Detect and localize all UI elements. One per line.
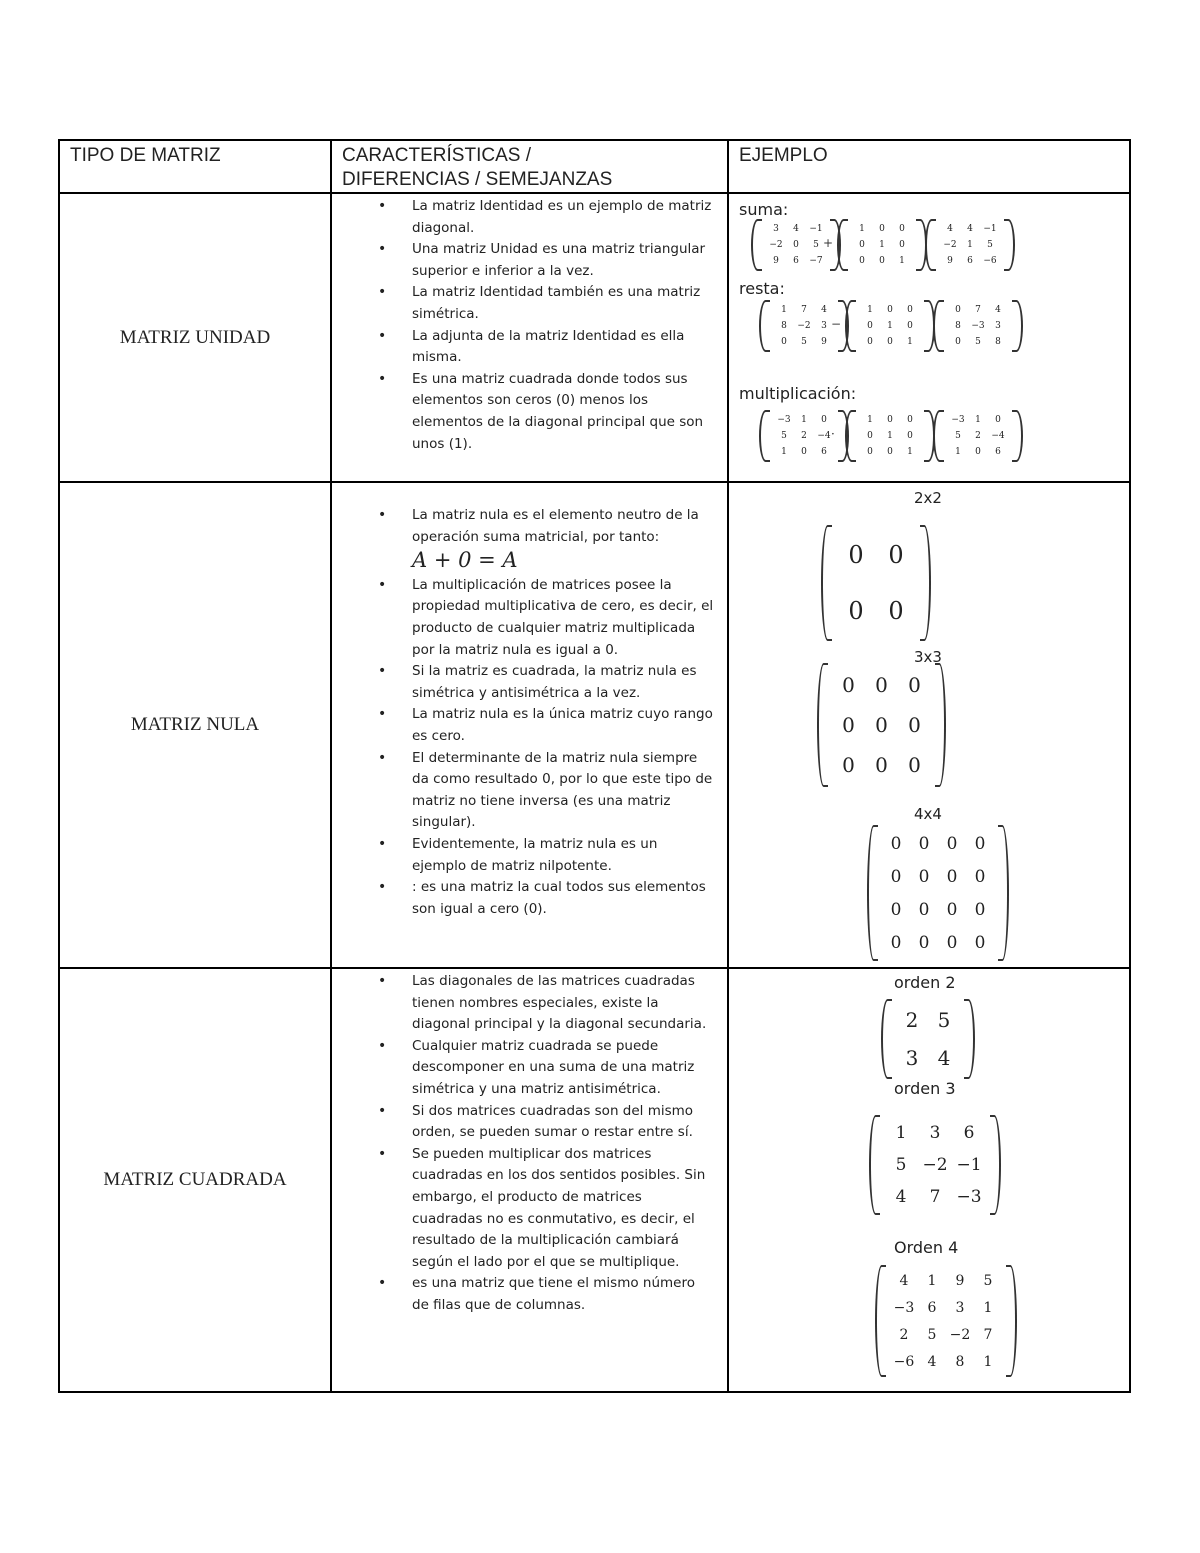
features-list-unidad [332,194,727,455]
matrix-entry: −1 [809,224,823,234]
matrix-entry: 1 [801,415,807,425]
matrix-entry: 1 [781,305,787,315]
matrix-entry: 0 [918,866,930,887]
matrix-entry: −3 [951,415,965,425]
square-matrix-4 [875,1265,1017,1377]
right-paren [998,825,1009,961]
matrix-entry: 0 [908,673,921,697]
matrix-entry: −1 [956,1155,982,1175]
right-paren [935,663,946,787]
type-cell-nula [59,482,331,968]
matrix-grid [762,219,830,271]
features-cell-cuadrada [331,968,728,1392]
matrix-entry: 0 [875,753,888,777]
matrix-entry: 1 [907,447,913,457]
matrix-grid [936,219,1004,271]
matrix-entry: 5 [975,337,981,347]
matrix-entry: 9 [821,337,827,347]
matrix-entry: 0 [918,932,930,953]
matrix-entry: −6 [983,256,997,266]
matrix-entry: 0 [974,833,986,854]
feature-item: • Es una matriz cuadrada donde todos sus elementos son ceros (0) menos los elementos de la diagonal principal que son unos (1). [332,369,727,455]
matrix-entry: 0 [918,833,930,854]
matrix-entry: 0 [842,713,855,737]
matrix-entry: 0 [867,337,873,347]
matrix-entry: −4 [817,431,831,441]
header-cell-type [59,140,331,193]
matrix-entry: 3 [929,1123,941,1143]
null-matrix-3x3 [817,663,946,787]
matrix-entry: 8 [955,1353,965,1370]
matrix-entry: 0 [899,224,905,234]
example-cell-cuadrada [728,968,1130,1392]
matrix-entry: 3 [905,1046,919,1070]
matrix-entry: 7 [929,1187,941,1207]
matrix-entry: −3 [777,415,791,425]
matrix-entry: −2 [949,1326,971,1343]
matrix-entry: 0 [842,673,855,697]
matrix-entry: 5 [983,1272,993,1289]
matrix-entry: 1 [879,240,885,250]
left-paren [875,1265,886,1377]
matrix-entry: 2 [899,1326,909,1343]
matrix-entry: 0 [821,415,827,425]
matrix-grid [856,300,924,352]
feature-item: • Si la matriz es cuadrada, la matriz nula es simétrica y antisimétrica a la vez. [332,661,727,704]
matrix-entry: 0 [842,753,855,777]
matrix-entry: 0 [781,337,787,347]
left-paren [933,300,944,352]
feature-item: • Se pueden multiplicar dos matrices cuadradas en los dos sentidos posibles. Sin embargo, el producto de matrices cuadradas no es conmutativo, es decir, el resultado de la multiplicación cambiará según el lado por el que se multiplique. [332,1144,727,1274]
matrix-entry: 0 [887,305,893,315]
type-name-unidad: MATRIZ UNIDAD [119,326,271,348]
matrix-entry: 9 [773,256,779,266]
features-list-nula [332,483,727,920]
operator-sign: + [823,236,834,250]
matrix-entry: 1 [867,415,873,425]
matrix-entry: 0 [974,866,986,887]
matrix-entry: 9 [955,1272,965,1289]
matrix-entry: 1 [781,447,787,457]
neutral-formula: A + 0 = A [412,548,518,573]
header-features [332,141,727,192]
matrix-entry: 7 [975,305,981,315]
matrix-entry: 1 [859,224,865,234]
left-paren [759,300,770,352]
left-paren [837,219,848,271]
null-matrix-4x4 [867,825,1009,961]
feature-item: • La multiplicación de matrices posee la propiedad multiplicativa de cero, es decir, el producto de cualquier matriz multiplicada por la matriz nula es igual a 0. [332,575,727,661]
matrix-entry: 0 [890,932,902,953]
example-matrix [925,219,1015,271]
header-features-line1: CARACTERÍSTICAS / [342,145,531,166]
matrix-types-table [58,139,1131,1393]
matrix-entry: 5 [955,431,961,441]
matrix-entry: −7 [809,256,823,266]
matrix-entry: 6 [793,256,799,266]
resta-equation [759,300,999,358]
matrix-entry: 4 [793,224,799,234]
matrix-entry: −3 [956,1187,982,1207]
left-paren [845,300,856,352]
feature-item: • Cualquier matriz cuadrada se puede descomponer en una suma de una matriz simétrica y una matriz antisimétrica. [332,1036,727,1101]
feature-item: • La adjunta de la matriz Identidad es ella misma. [332,326,727,369]
header-type: TIPO DE MATRIZ [70,145,221,166]
matrix-entry: 5 [813,240,819,250]
matrix-entry: 1 [867,305,873,315]
feature-item: • : es una matriz la cual todos sus elementos son igual a cero (0). [332,877,727,920]
matrix-entry: 3 [773,224,779,234]
matrix-entry: 4 [895,1187,907,1207]
left-paren [751,219,762,271]
matrix-grid [886,1265,1006,1377]
feature-item: • La matriz nula es la única matriz cuyo rango es cero. [332,704,727,747]
matrix-entry: 4 [821,305,827,315]
matrix-entry: 1 [927,1272,937,1289]
matrix-entry: 6 [963,1123,975,1143]
matrix-entry: 0 [801,447,807,457]
matrix-entry: 0 [859,256,865,266]
matrix-entry: 0 [908,713,921,737]
matrix-entry: 1 [983,1299,993,1316]
matrix-entry: 1 [975,415,981,425]
example-matrix [837,219,927,271]
matrix-entry: 0 [946,866,958,887]
header-example: EJEMPLO [739,145,828,166]
header-cell-example [728,140,1130,193]
example-cell-unidad [728,193,1130,482]
suma-equation [751,219,997,271]
matrix-entry: 0 [887,447,893,457]
suma-label: suma: [739,200,789,219]
feature-item: • Si dos matrices cuadradas son del mismo orden, se pueden sumar o restar entre sí. [332,1101,727,1144]
feature-text: La matriz nula es el elemento neutro de la operación suma matricial, por tanto: [412,507,699,545]
right-paren [920,525,931,641]
right-paren [1012,410,1023,462]
left-paren [869,1115,880,1215]
matrix-entry: 0 [890,866,902,887]
feature-item: • La matriz Identidad es un ejemplo de matriz diagonal. [332,196,727,239]
example-matrix [933,300,1023,352]
left-paren [759,410,770,462]
matrix-entry: 0 [887,415,893,425]
matrix-entry: 3 [995,321,1001,331]
example-matrix [845,300,935,352]
matrix-entry: 6 [821,447,827,457]
matrix-entry: −6 [893,1353,915,1370]
matrix-entry: −1 [983,224,997,234]
matrix-entry: 1 [895,1123,907,1143]
matrix-entry: 0 [955,337,961,347]
matrix-grid [770,410,838,462]
matrix-grid [892,999,964,1079]
matrix-entry: 4 [947,224,953,234]
matrix-entry: 5 [927,1326,937,1343]
matrix-entry: 6 [967,256,973,266]
right-paren [990,1115,1001,1215]
matrix-entry: 0 [908,753,921,777]
matrix-entry: 5 [895,1155,907,1175]
matrix-entry: 0 [907,415,913,425]
matrix-grid [944,410,1012,462]
label-4x4: 4x4 [914,805,942,823]
matrix-entry: 0 [887,337,893,347]
matrix-entry: 1 [899,256,905,266]
matrix-entry: 5 [987,240,993,250]
matrix-entry: 1 [887,431,893,441]
matrix-entry: −2 [797,321,811,331]
right-paren [1012,300,1023,352]
matrix-entry: 5 [801,337,807,347]
matrix-grid [856,410,924,462]
example-matrix [759,410,849,462]
matrix-entry: 4 [967,224,973,234]
matrix-entry: 3 [955,1299,965,1316]
type-name-nula: MATRIZ NULA [130,714,260,735]
feature-item: • Las diagonales de las matrices cuadradas tienen nombres especiales, existe la diagonal principal y la diagonal secundaria. [332,971,727,1036]
right-paren [964,999,975,1079]
operator-sign: · [831,427,835,441]
null-matrix-2x2 [821,525,931,641]
matrix-entry: 0 [974,899,986,920]
label-3x3: 3x3 [914,648,942,666]
matrix-entry: 2 [801,431,807,441]
left-paren [867,825,878,961]
resta-label: resta: [739,279,785,298]
matrix-grid [878,825,998,961]
matrix-entry: −2 [769,240,783,250]
matrix-entry: 0 [888,597,904,625]
matrix-entry: 2 [905,1008,919,1032]
matrix-entry: 0 [907,431,913,441]
matrix-entry: 7 [801,305,807,315]
matrix-entry: 0 [975,447,981,457]
matrix-entry: 0 [890,833,902,854]
mult-equation [759,410,1019,468]
matrix-entry: 3 [821,321,827,331]
label-orden-4: Orden 4 [894,1238,959,1257]
header-cell-features [331,140,728,193]
square-matrix-3 [869,1115,1001,1215]
square-matrix-2 [881,999,975,1079]
features-cell-nula [331,482,728,968]
matrix-entry: 0 [899,240,905,250]
matrix-entry: 4 [927,1353,937,1370]
left-paren [817,663,828,787]
header-features-line2: DIFERENCIAS / SEMEJANZAS [342,169,613,190]
matrix-entry: 1 [983,1353,993,1370]
feature-item: • El determinante de la matriz nula siempre da como resultado 0, por lo que este tipo de matriz no tiene inversa (es una matriz singular). [332,748,727,834]
matrix-entry: 0 [875,713,888,737]
feature-item [332,505,727,575]
matrix-grid [880,1115,990,1215]
matrix-entry: 0 [867,321,873,331]
table-row-nula [59,482,1130,968]
label-orden-3: orden 3 [894,1079,956,1098]
matrix-grid [828,663,935,787]
matrix-entry: 6 [995,447,1001,457]
matrix-entry: 0 [867,431,873,441]
table-row-cuadrada [59,968,1130,1392]
matrix-entry: 0 [907,305,913,315]
label-2x2: 2x2 [914,489,942,507]
matrix-entry: 1 [955,447,961,457]
left-paren [845,410,856,462]
matrix-entry: 8 [995,337,1001,347]
matrix-entry: 0 [867,447,873,457]
matrix-entry: 0 [946,833,958,854]
example-cell-nula [728,482,1130,968]
left-paren [821,525,832,641]
matrix-entry: 0 [848,541,864,569]
matrix-entry: 4 [899,1272,909,1289]
matrix-entry: 9 [947,256,953,266]
features-cell-unidad [331,193,728,482]
matrix-entry: 0 [848,597,864,625]
left-paren [933,410,944,462]
feature-item: • Una matriz Unidad es una matriz triangular superior e inferior a la vez. [332,239,727,282]
matrix-grid [944,300,1012,352]
matrix-entry: −3 [971,321,985,331]
matrix-entry: −3 [893,1299,915,1316]
matrix-entry: 0 [879,256,885,266]
mult-label: multiplicación: [739,384,857,403]
left-paren [881,999,892,1079]
example-matrix [933,410,1023,462]
matrix-entry: 0 [995,415,1001,425]
operator-sign: − [831,317,842,331]
matrix-entry: 0 [955,305,961,315]
matrix-entry: 1 [967,240,973,250]
feature-item: • La matriz Identidad también es una matriz simétrica. [332,282,727,325]
header-row [59,140,1130,193]
matrix-entry: 0 [875,673,888,697]
matrix-grid [832,525,920,641]
left-paren [925,219,936,271]
matrix-entry: 8 [781,321,787,331]
feature-item: • Evidentemente, la matriz nula es un ejemplo de matriz nilpotente. [332,834,727,877]
right-paren [1004,219,1015,271]
right-paren [1006,1265,1017,1377]
matrix-entry: 6 [927,1299,937,1316]
type-cell-cuadrada [59,968,331,1392]
matrix-entry: 5 [937,1008,951,1032]
type-cell-unidad [59,193,331,482]
matrix-entry: 0 [890,899,902,920]
matrix-grid [848,219,916,271]
matrix-entry: 0 [859,240,865,250]
matrix-entry: 0 [907,321,913,331]
matrix-grid [770,300,838,352]
matrix-entry: 5 [781,431,787,441]
matrix-entry: 0 [879,224,885,234]
features-list-cuadrada [332,969,727,1317]
matrix-entry: 4 [995,305,1001,315]
feature-item: • es una matriz que tiene el mismo número de filas que de columnas. [332,1273,727,1316]
matrix-entry: 8 [955,321,961,331]
matrix-entry: 0 [793,240,799,250]
matrix-entry: 0 [974,932,986,953]
matrix-entry: 0 [946,932,958,953]
matrix-entry: −4 [991,431,1005,441]
matrix-entry: −2 [943,240,957,250]
example-matrix [845,410,935,462]
matrix-entry: 1 [887,321,893,331]
matrix-entry: 7 [983,1326,993,1343]
matrix-entry: −2 [922,1155,948,1175]
matrix-entry: 0 [946,899,958,920]
matrix-entry: 0 [888,541,904,569]
label-orden-2: orden 2 [894,973,956,992]
type-name-cuadrada: MATRIZ CUADRADA [103,1169,287,1190]
matrix-entry: 4 [937,1046,951,1070]
matrix-entry: 0 [918,899,930,920]
table-row-unidad [59,193,1130,482]
matrix-entry: 2 [975,431,981,441]
matrix-entry: 1 [907,337,913,347]
